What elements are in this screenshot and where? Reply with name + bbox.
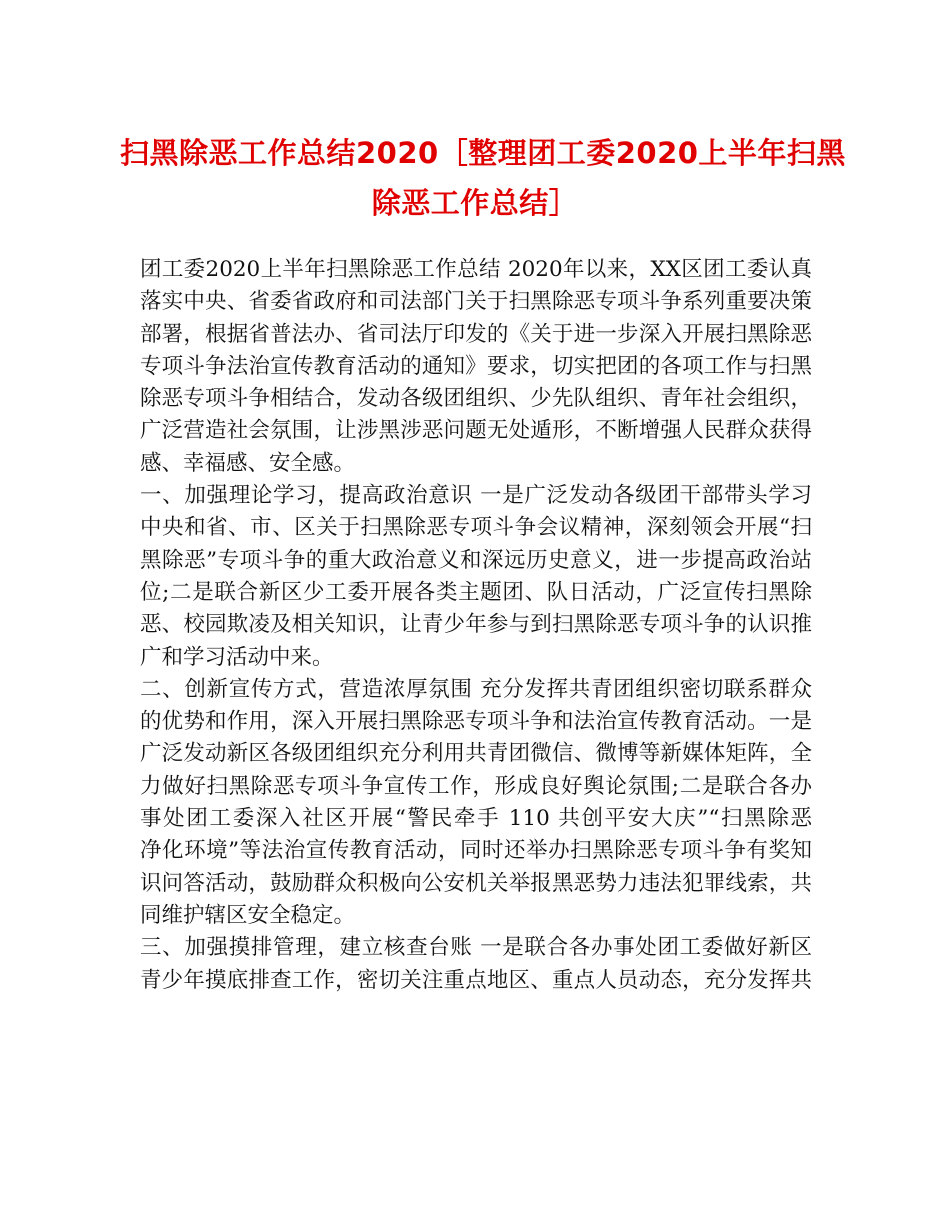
- title-line: 除恶工作总结］: [371, 186, 579, 220]
- body-text-line: 广泛营造社会氛围，让涉黑涉恶问题无处遁形，不断增强人民群众获得: [140, 418, 812, 444]
- body-text-line: 落实中央、省委省政府和司法部门关于扫黑除恶专项斗争系列重要决策: [140, 289, 812, 315]
- body-text-line: 团工委2020上半年扫黑除恶工作总结 2020年以来，XX区团工委认真: [140, 257, 812, 282]
- body-text-line: 广和学习活动中来。: [140, 644, 334, 670]
- body-text-line: 黑除恶”专项斗争的重大政治意义和深远历史意义，进一步提高政治站: [140, 547, 812, 573]
- body-text-line: 力做好扫黑除恶专项斗争宣传工作，形成良好舆论氛围;二是联合各办: [140, 773, 812, 799]
- body-text-line: 识问答活动，鼓励群众积极向公安机关举报黑恶势力违法犯罪线索，共: [140, 870, 812, 896]
- body-text-line: 事处团工委深入社区开展“警民牵手 110 共创平安大庆”“扫黑除恶: [140, 806, 812, 832]
- body-text-line: 除恶专项斗争相结合，发动各级团组织、少先队组织、青年社会组织，: [140, 386, 812, 412]
- body-text-line: 三、加强摸排管理，建立核查台账 一是联合各办事处团工委做好新区: [140, 935, 812, 961]
- title-line: 扫黑除恶工作总结2020［整理团工委2020上半年扫黑: [120, 136, 846, 170]
- body-text-line: 青少年摸底排查工作，密切关注重点地区、重点人员动态，充分发挥共: [140, 967, 812, 993]
- body-text-line: 二、创新宣传方式，营造浓厚氛围 充分发挥共青团组织密切联系群众: [140, 676, 812, 702]
- document-title: [120, 128, 846, 228]
- body-text-line: 专项斗争法治宣传教育活动的通知》要求，切实把团的各项工作与扫黑: [140, 353, 812, 379]
- body-text-line: 恶、校园欺凌及相关知识，让青少年参与到扫黑除恶专项斗争的认识推: [140, 612, 812, 638]
- document-body: [140, 254, 812, 997]
- body-text-line: 同维护辖区安全稳定。: [140, 902, 356, 928]
- body-text-line: 净化环境”等法治宣传教育活动，同时还举办扫黑除恶专项斗争有奖知: [140, 838, 812, 864]
- body-text-line: 广泛发动新区各级团组织充分利用共青团微信、微博等新媒体矩阵，全: [140, 741, 812, 767]
- body-text-line: 位;二是联合新区少工委开展各类主题团、队日活动，广泛宣传扫黑除: [140, 579, 812, 605]
- body-text-line: 一、加强理论学习，提高政治意识 一是广泛发动各级团干部带头学习: [140, 483, 812, 509]
- body-text-line: 部署，根据省普法办、省司法厅印发的《关于进一步深入开展扫黑除恶: [140, 321, 812, 347]
- body-text-line: 中央和省、市、区关于扫黑除恶专项斗争会议精神，深刻领会开展“扫: [140, 515, 812, 541]
- body-text-line: 的优势和作用，深入开展扫黑除恶专项斗争和法治宣传教育活动。一是: [140, 709, 812, 735]
- body-text-line: 感、幸福感、安全感。: [140, 450, 356, 476]
